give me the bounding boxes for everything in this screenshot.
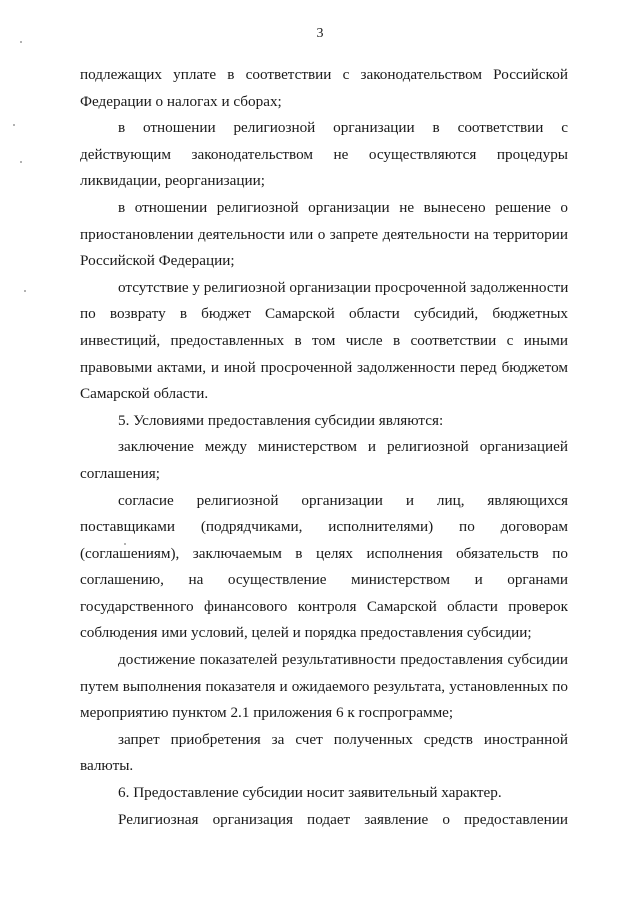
text-line: государственного финансового контроля Самарской области проверок	[80, 597, 568, 615]
page-number: 3	[316, 26, 324, 41]
paragraph	[80, 62, 568, 115]
text-line: инвестиций, предоставленных в том числе в соответствии с иными	[80, 331, 568, 349]
text-line: валюты.	[80, 757, 134, 775]
text-line: (соглашениям), заключаемым в целях исполнения обязательств по	[80, 544, 568, 562]
text-line: правовыми актами, и иной просроченной задолженности перед бюджетом	[80, 358, 568, 376]
text-line: 5. Условиями предоставления субсидии являются:	[118, 411, 444, 429]
text-line: 6. Предоставление субсидии носит заявительный характер.	[118, 784, 502, 802]
text-line: запрет приобретения за счет полученных средств иностранной	[118, 730, 568, 748]
text-line: отсутствие у религиозной организации просроченной задолженности	[118, 278, 569, 296]
text-line: поставщиками (подрядчиками, исполнителями) по договорам	[80, 518, 568, 536]
text-line: Религиозная организация подает заявление о предоставлении	[118, 810, 568, 828]
text-line: согласие религиозной организации и лиц, являющихся	[118, 491, 568, 509]
text-line: путем выполнения показателя и ожидаемого результата, установленных по	[80, 677, 568, 695]
paragraph	[80, 434, 568, 487]
paragraph	[80, 488, 568, 648]
text-line: соблюдения ими условий, целей и порядка предоставления субсидии;	[80, 624, 532, 642]
paragraph	[80, 780, 568, 807]
text-line: мероприятию пунктом 2.1 приложения 6 к госпрограмме;	[80, 704, 454, 722]
scan-speck	[13, 124, 15, 126]
text-line: соглашению, на осуществление министерством и органами	[80, 571, 568, 589]
text-line: Федерации о налогах и сборах;	[80, 92, 282, 110]
document-body	[80, 62, 568, 833]
paragraph	[80, 647, 568, 727]
text-line: Российской Федерации;	[80, 252, 235, 270]
paragraph	[80, 115, 568, 195]
paragraph	[80, 195, 568, 275]
text-line: приостановлении деятельности или о запрете деятельности на территории	[80, 225, 568, 243]
text-line: действующим законодательством не осуществляются процедуры	[80, 145, 568, 163]
text-line: соглашения;	[80, 464, 161, 482]
text-line: в отношении религиозной организации в соответствии с	[118, 119, 568, 137]
text-line: ликвидации, реорганизации;	[80, 172, 265, 190]
text-line: в отношении религиозной организации не вынесено решение о	[118, 198, 568, 216]
scan-speck	[20, 161, 22, 163]
text-line: подлежащих уплате в соответствии с законодательством Российской	[80, 66, 568, 83]
paragraph	[80, 275, 568, 408]
paragraph	[80, 408, 568, 435]
scan-speck	[20, 41, 22, 43]
text-line: Самарской области.	[80, 385, 209, 403]
paragraph	[80, 727, 568, 780]
text-line: заключение между министерством и религиозной организацией	[118, 438, 568, 456]
paragraph	[80, 807, 568, 834]
text-line: по возврату в бюджет Самарской области субсидий, бюджетных	[80, 305, 568, 323]
scan-speck	[24, 290, 26, 292]
text-line: достижение показателей результативности предоставления субсидии	[118, 651, 568, 669]
